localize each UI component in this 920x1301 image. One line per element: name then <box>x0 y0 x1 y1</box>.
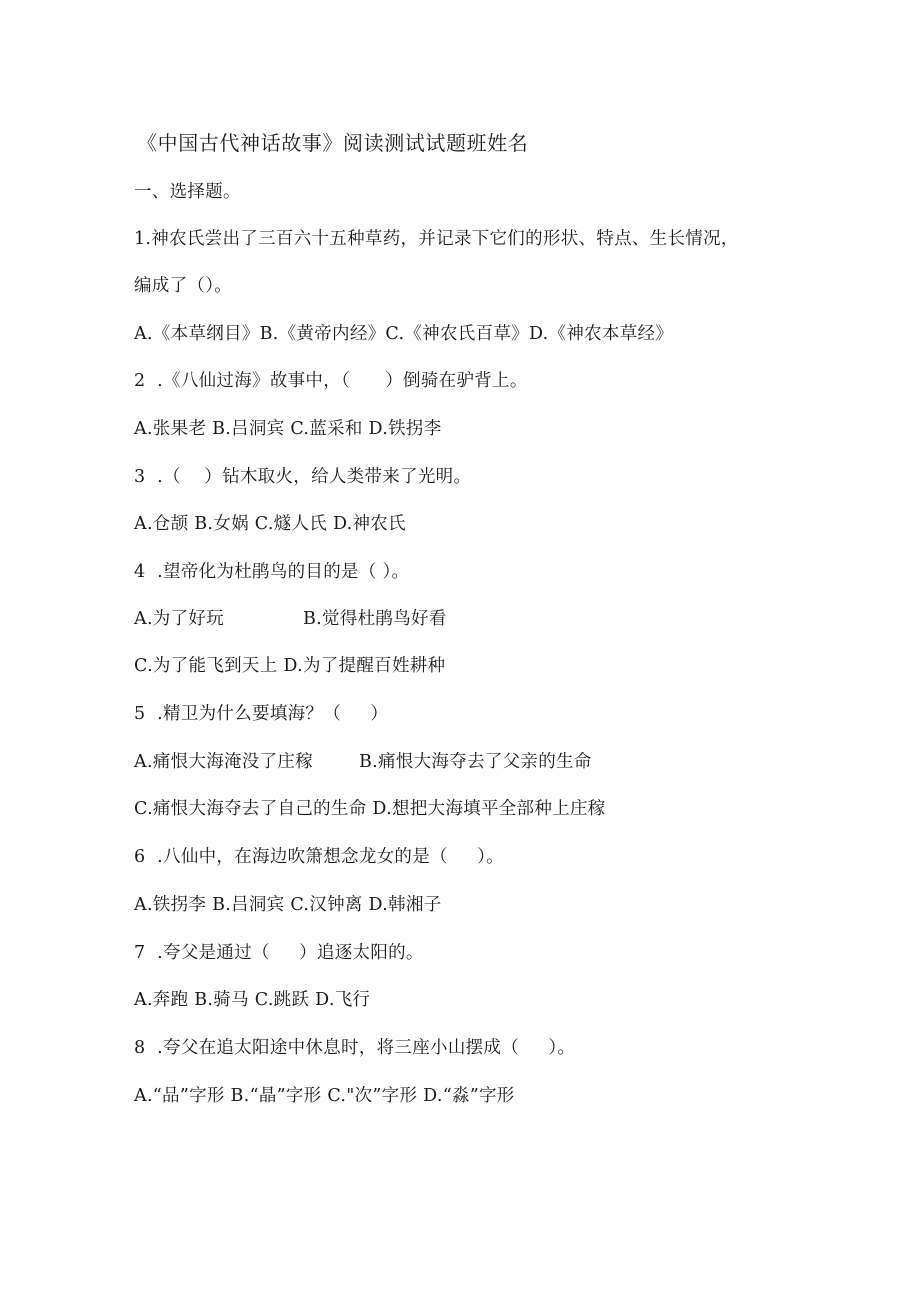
question-8-stem: 8 .夸父在追太阳途中休息时，将三座小山摆成（ ）。 <box>134 1038 576 1058</box>
question-7-options: A.奔跑 B.骑马 C.跳跃 D.飞行 <box>134 990 371 1010</box>
question-4-option-b: B.觉得杜鹃鸟好看 <box>303 609 447 629</box>
question-4-stem: 4 .望帝化为杜鹃鸟的目的是（ ）。 <box>134 562 410 582</box>
question-6-options: A.铁拐李 B.吕洞宾 C.汉钟离 D.韩湘子 <box>134 895 442 915</box>
question-5-option-a: A.痛恨大海淹没了庄稼 <box>134 752 313 772</box>
question-5-stem: 5 .精卫为什么要填海？（ ） <box>134 704 389 724</box>
question-3-stem: 3 .（ ）钻木取火，给人类带来了光明。 <box>134 467 472 487</box>
question-5-options-cd: C.痛恨大海夺去了自己的生命 D.想把大海填平全部种上庄稼 <box>134 799 606 819</box>
question-1-stem: 1.神农氏尝出了三百六十五种草药，并记录下它们的形状、特点、生长情况， <box>134 229 739 249</box>
question-7-stem: 7 .夸父是通过（ ）追逐太阳的。 <box>134 943 424 963</box>
question-1-options: A.《本草纲目》B.《黄帝内经》C.《神农氏百草》D.《神农本草经》 <box>134 324 674 344</box>
question-6-stem: 6 .八仙中，在海边吹箫想念龙女的是（ ）。 <box>134 847 504 867</box>
question-4-option-a: A.为了好玩 <box>134 609 225 629</box>
question-4-options-cd: C.为了能飞到天上 D.为了提醒百姓耕种 <box>134 656 446 676</box>
question-3-options: A.仓颉 B.女娲 C.燧人氏 D.神农氏 <box>134 514 406 534</box>
question-5-option-b: B.痛恨大海夺去了父亲的生命 <box>359 752 592 772</box>
question-2-stem: 2 .《八仙过海》故事中，（ ）倒骑在驴背上。 <box>134 371 528 391</box>
question-8-options: A.“品”字形 B.“晶”字形 C."次”字形 D.“淼”字形 <box>134 1086 515 1106</box>
question-2-options: A.张果老 B.吕洞宾 C.蓝采和 D.铁拐李 <box>134 419 442 439</box>
page-title: 《中国古代神话故事》阅读测试试题班姓名 <box>137 131 529 155</box>
section-heading: 一、选择题。 <box>134 182 241 202</box>
question-1-stem-continued: 编成了（）。 <box>134 276 233 296</box>
